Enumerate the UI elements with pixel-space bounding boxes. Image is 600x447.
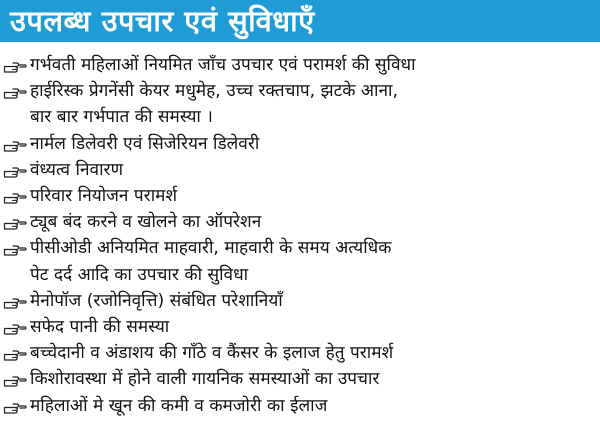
pointing-hand-icon bbox=[3, 60, 27, 74]
list-item-text: नार्मल डिलेवरी एवं सिजेरियन डिलेवरी bbox=[30, 133, 260, 154]
facilities-list bbox=[0, 52, 600, 419]
list-item bbox=[0, 157, 600, 183]
list-item-text: किशोरावस्था में होने वाली गायनिक समस्याओं का उपचार bbox=[30, 369, 380, 390]
list-item-text: बार बार गर्भपात की समस्या । bbox=[30, 107, 213, 128]
pointing-hand-icon bbox=[3, 374, 27, 388]
list-item bbox=[0, 209, 600, 235]
pointing-hand-icon bbox=[3, 139, 27, 153]
page-title: उपलब्ध उपचार एवं सुविधाएँ bbox=[10, 4, 315, 38]
list-item bbox=[0, 393, 600, 419]
list-item-text: महिलाओं मे खून की कमी व कमजोरी का ईलाज bbox=[30, 395, 328, 416]
pointing-hand-icon bbox=[3, 296, 27, 310]
list-item bbox=[0, 235, 600, 287]
pointing-hand-icon bbox=[3, 165, 27, 179]
list-item bbox=[0, 314, 600, 340]
list-item-text: मेनोपॉज (रजोनिवृत्ति) संबंधित परेशानियाँ bbox=[30, 290, 283, 311]
list-item-text: पीसीओडी अनियमित माहवारी, माहवारी के समय अत्यधिक bbox=[30, 238, 392, 259]
list-item-text: ट्यूब बंद करने व खोलने का ऑपरेशन bbox=[30, 212, 262, 233]
list-item-text: गर्भवती महिलाओं नियमित जाँच उपचार एवं परामर्श की सुविधा bbox=[30, 55, 416, 75]
pointing-hand-icon bbox=[3, 348, 27, 362]
list-item-text: परिवार नियोजन परामर्श bbox=[30, 186, 178, 207]
pointing-hand-icon bbox=[3, 243, 27, 257]
list-item bbox=[0, 131, 600, 157]
list-item bbox=[0, 78, 600, 130]
header-banner bbox=[0, 0, 600, 42]
pointing-hand-icon bbox=[3, 191, 27, 205]
list-item-text: वंध्यत्व निवारण bbox=[30, 159, 124, 180]
list-item-text: हाईरिस्क प्रेगनेंसी केयर मधुमेह, उच्च रक्तचाप, झटके आना, bbox=[30, 81, 398, 102]
list-item bbox=[0, 183, 600, 209]
pointing-hand-icon bbox=[3, 86, 27, 100]
list-item bbox=[0, 340, 600, 366]
list-item bbox=[0, 288, 600, 314]
list-item-text: बच्चेदानी व अंडाशय की गाँठे व कैंसर के इलाज हेतु परामर्श bbox=[30, 343, 394, 364]
pointing-hand-icon bbox=[3, 217, 27, 231]
pointing-hand-icon bbox=[3, 322, 27, 336]
list-item bbox=[0, 52, 600, 78]
list-item bbox=[0, 366, 600, 392]
list-item-text: सफेद पानी की समस्या bbox=[30, 317, 170, 338]
pointing-hand-icon bbox=[3, 401, 27, 415]
list-item-text: पेट दर्द आदि का उपचार की सुविधा bbox=[30, 264, 249, 285]
